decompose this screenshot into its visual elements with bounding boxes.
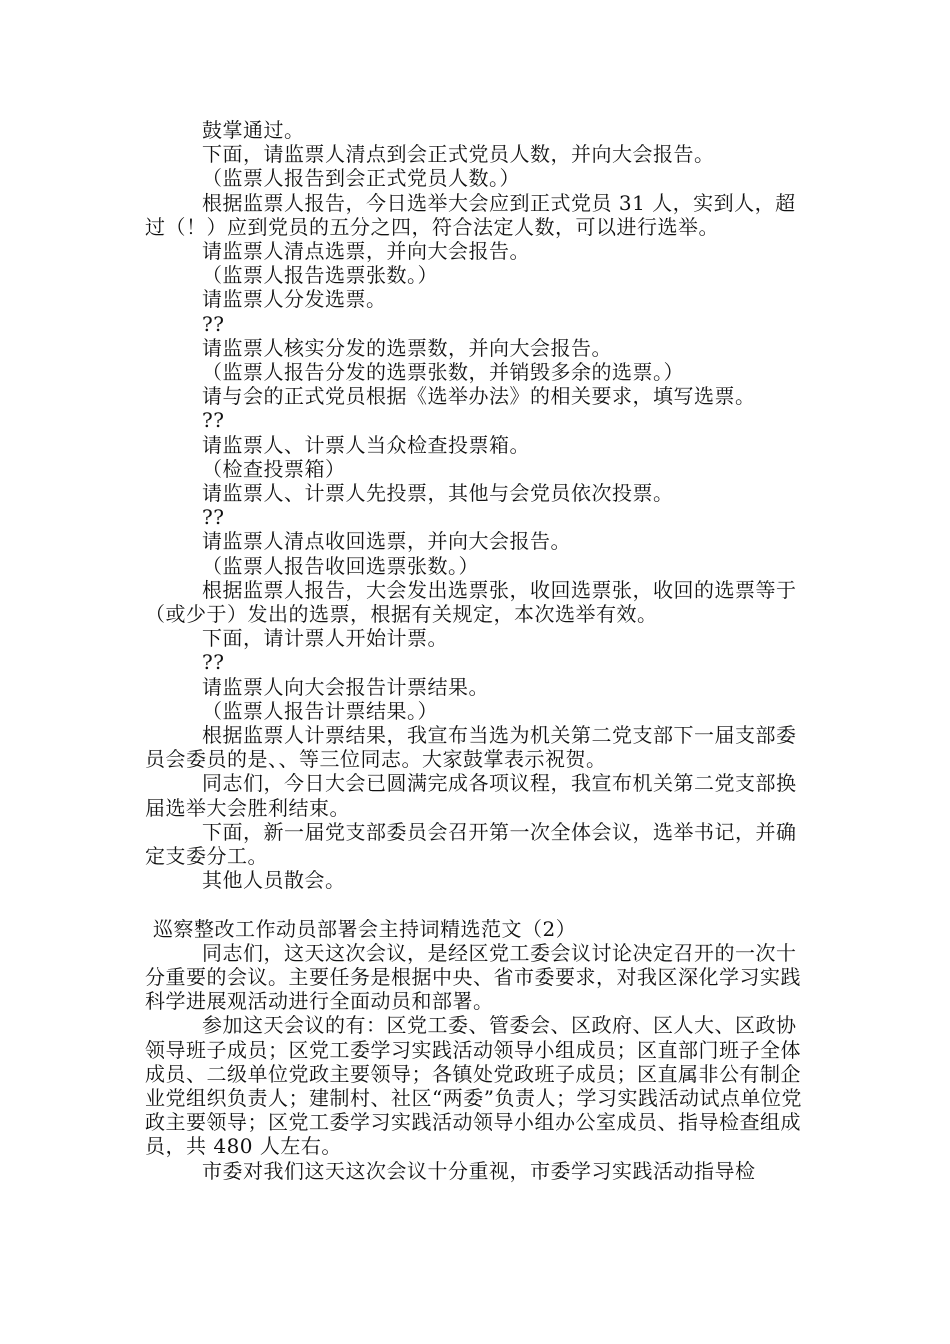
paragraph: 根据监票人计票结果，我宣布当选为机关第二党支部下一届支部委员会委员的是、、等三位同志。大家鼓掌表示祝贺。 (145, 723, 797, 772)
paragraph: 鼓掌通过。 (202, 118, 305, 142)
paragraph: 下面，请监票人清点到会正式党员人数，并向大会报告。 (202, 142, 715, 167)
paragraph: 参加这天会议的有：区党工委、管委会、区政府、区人大、区政协领导班子成员；区党工委学习实践活动领导小组成员；区直部门班子全体成员、二级单位党政主要领导；各镇处党政班子成员；区直属非公有制企业党组织负责人；建制村、社区“两委”负责人；学习实践活动试点单位党政主要领导；区党工委学习实践活动领导小组办公室成员、指导检查组成员，共 480 人左右。 (145, 1013, 802, 1159)
paragraph: 请监票人、计票人当众检查投票箱。 (202, 432, 530, 457)
paragraph: 请监票人核实分发的选票数，并向大会报告。 (202, 335, 612, 360)
paragraph: 请监票人、计票人先投票，其他与会党员依次投票。 (202, 481, 674, 506)
paragraph: 同志们，今日大会已圆满完成各项议程，我宣布机关第二党支部换届选举大会胜利结束。 (145, 771, 797, 820)
paragraph: 请监票人清点选票，并向大会报告。 (202, 239, 530, 264)
paragraph: 请监票人清点收回选票，并向大会报告。 (202, 529, 571, 554)
paragraph: ?? (202, 650, 225, 675)
paragraph: （监票人报告分发的选票张数，并销毁多余的选票。） (202, 360, 684, 385)
meeting-procedure-section (145, 118, 810, 893)
section-spacer (145, 893, 810, 917)
paragraph: 市委对我们这天这次会议十分重视，市委学习实践活动指导检 (202, 1158, 756, 1183)
paragraph: 下面，新一届党支部委员会召开第一次全体会议，选举书记，并确定支委分工。 (145, 819, 797, 869)
paragraph: （监票人报告收回选票张数。） (202, 553, 479, 578)
paragraph: 根据监票人报告，大会发出选票张，收回选票张，收回的选票等于（或少于）发出的选票，根据有关规定，本次选举有效。 (145, 577, 797, 627)
paragraph: 根据监票人报告，今日选举大会应到正式党员 31 人，实到人，超过（！）应到党员的五分之四，符合法定人数，可以进行选举。 (145, 190, 796, 239)
paragraph: ?? (202, 505, 225, 530)
paragraph: 请与会的正式党员根据《选举办法》的相关要求，填写选票。 (202, 384, 756, 409)
paragraph: ?? (202, 311, 225, 336)
paragraph: 下面，请计票人开始计票。 (202, 626, 448, 651)
paragraph: 请监票人向大会报告计票结果。 (202, 674, 489, 699)
paragraph: （检查投票箱） (202, 456, 346, 481)
paragraph: ?? (202, 408, 225, 433)
rectification-speech-section (145, 917, 810, 1183)
paragraph: 请监票人分发选票。 (202, 287, 387, 312)
paragraph: 同志们，这天这次会议，是经区党工委会议讨论决定召开的一次十分重要的会议。主要任务是根据中央、省市委要求，对我区深化学习实践科学进展观活动进行全面动员和部署。 (145, 940, 801, 1014)
document-body (145, 118, 810, 1183)
paragraph: （监票人报告到会正式党员人数。） (202, 166, 520, 191)
paragraph: （监票人报告计票结果。） (202, 698, 438, 723)
paragraph: （监票人报告选票张数。） (202, 263, 438, 288)
section-heading: 巡察整改工作动员部署会主持词精选范文（2） (153, 916, 577, 941)
paragraph: 其他人员散会。 (202, 868, 346, 893)
